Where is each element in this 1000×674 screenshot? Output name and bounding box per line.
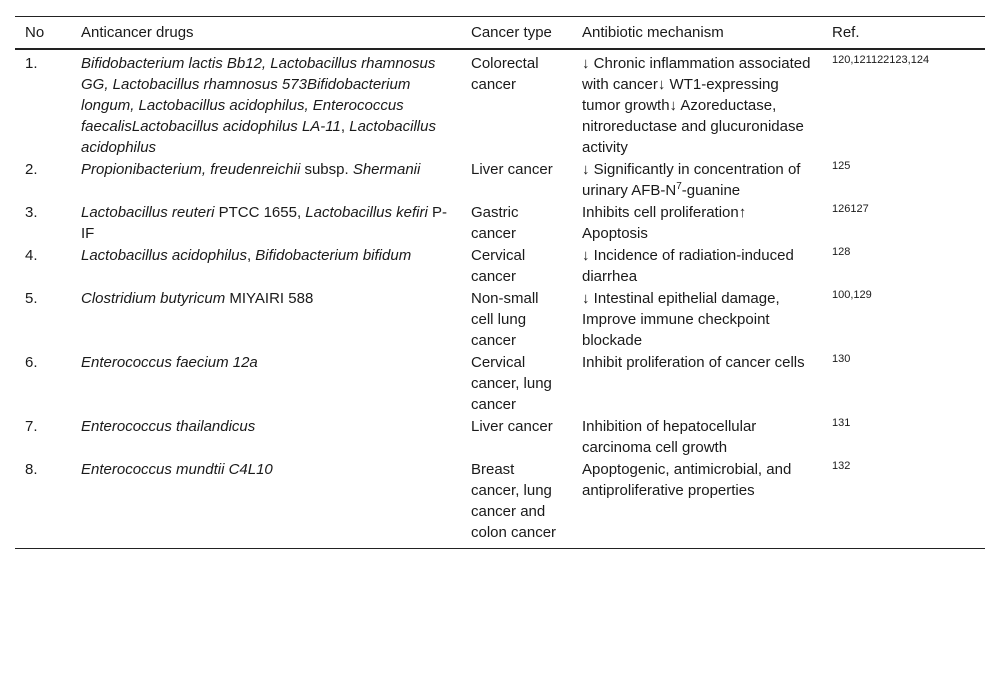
table-body (15, 49, 985, 549)
mechanism-text: Inhibits cell proliferation↑ Apoptosis (582, 204, 747, 242)
reference-cell (822, 415, 985, 458)
mechanism-cell (572, 351, 822, 415)
cancer-type-cell: Non-small cell lung cancer (471, 290, 539, 349)
anticancer-drugs-cell (71, 458, 461, 549)
row-number: 3. (25, 204, 38, 221)
reference-cell (822, 201, 985, 244)
drug-text: MIYAIRI 588 (225, 290, 314, 307)
anticancer-drugs-cell (71, 244, 461, 287)
table-row (15, 458, 985, 549)
row-number: 5. (25, 290, 38, 307)
table-row (15, 244, 985, 287)
cancer-type-cell: Cervical cancer, lung cancer (471, 354, 552, 413)
reference-numbers: 130 (832, 353, 851, 365)
drug-text: , (340, 118, 350, 135)
drug-text: subsp. (300, 161, 353, 178)
cancer-type-cell: Liver cancer (471, 161, 553, 178)
mechanism-cell (572, 158, 822, 201)
table-row (15, 287, 985, 351)
table-row (15, 351, 985, 415)
mechanism-text: Apoptogenic, antimicrobial, and antiproliferative properties (582, 461, 792, 499)
anticancer-drugs-cell (71, 415, 461, 458)
table-row (15, 201, 985, 244)
anticancer-drugs-cell (71, 158, 461, 201)
table-row (15, 415, 985, 458)
mechanism-cell (572, 458, 822, 549)
reference-cell (822, 458, 985, 549)
reference-cell (822, 158, 985, 201)
data-table (15, 16, 985, 549)
row-number: 1. (25, 55, 38, 72)
anticancer-drugs-cell (71, 49, 461, 158)
cancer-type-cell: Liver cancer (471, 418, 553, 435)
species-name: Lactobacillus acidophilus (81, 118, 436, 156)
header-cancer-type: Cancer type (471, 24, 552, 41)
reference-cell (822, 49, 985, 158)
cancer-type-cell: Gastric cancer (471, 204, 519, 242)
mechanism-cell (572, 287, 822, 351)
species-name: Clostridium butyricum (81, 290, 226, 307)
species-name: Enterococcus faecium 12a (81, 354, 258, 371)
anticancer-drugs-cell (71, 287, 461, 351)
anticancer-drugs-cell (71, 351, 461, 415)
drug-text: P-IF (81, 204, 448, 242)
reference-numbers: 126127 (832, 203, 869, 215)
reference-cell (822, 244, 985, 287)
mechanism-cell (572, 415, 822, 458)
reference-numbers: 132 (832, 460, 851, 472)
row-number: 4. (25, 247, 38, 264)
mechanism-cell (572, 49, 822, 158)
header-no: No (25, 24, 45, 41)
cancer-type-cell: Breast cancer, lung cancer and colon cancer (471, 461, 557, 541)
mechanism-text: Inhibition of hepatocellular carcinoma cell growth (582, 418, 757, 456)
species-name: Enterococcus mundtii C4L10 (81, 461, 273, 478)
header-ref: Ref. (832, 24, 860, 41)
mechanism-text: ↓ Incidence of radiation-induced diarrhea (582, 247, 794, 285)
table-row (15, 49, 985, 158)
row-number: 8. (25, 461, 38, 478)
drug-text: , (246, 247, 256, 264)
reference-numbers: 120,121122123,124 (832, 54, 930, 66)
reference-numbers: 128 (832, 246, 851, 258)
mechanism-cell (572, 244, 822, 287)
mechanism-text: ↓ Intestinal epithelial damage, Improve immune checkpoint blockade (582, 290, 780, 349)
reference-cell (822, 287, 985, 351)
species-name: Lactobacillus acidophilus (81, 247, 247, 264)
species-name: Enterococcus thailandicus (81, 418, 256, 435)
species-name: Lactobacillus kefiri (305, 204, 428, 221)
row-number: 6. (25, 354, 38, 371)
superscript: 7 (676, 181, 682, 192)
mechanism-text: Inhibit proliferation of cancer cells (582, 354, 805, 371)
mechanism-cell (572, 201, 822, 244)
reference-numbers: 125 (832, 160, 851, 172)
reference-cell (822, 351, 985, 415)
species-name: Bifidobacterium bifidum (255, 247, 412, 264)
table-row (15, 158, 985, 201)
drug-text: PTCC 1655, (214, 204, 306, 221)
row-number: 2. (25, 161, 38, 178)
species-name: Bifidobacterium lactis Bb12, Lactobacillus rhamnosus GG, Lactobacillus rhamnosus 573Bifidobacterium longum, Lactobacillus acidophilus, Enterococcus faecalisLactobacillus acidophilus LA-11 (81, 55, 436, 135)
species-name: Propionibacterium, freudenreichii (81, 161, 301, 178)
species-name: Lactobacillus reuteri (81, 204, 215, 221)
reference-numbers: 131 (832, 417, 851, 429)
table-header (15, 17, 985, 50)
mechanism-text: ↓ Significantly in concentration of urinary AFB-N (582, 161, 801, 199)
header-drugs: Anticancer drugs (81, 24, 194, 41)
species-name: Shermanii (352, 161, 421, 178)
cancer-type-cell: Colorectal cancer (471, 55, 539, 93)
anticancer-drugs-cell (71, 201, 461, 244)
mechanism-text: ↓ Chronic inflammation associated with cancer↓ WT1-expressing tumor growth↓ Azoreductase, nitroreductase and glucuronidase activity (582, 55, 811, 156)
header-row (15, 17, 985, 50)
row-number: 7. (25, 418, 38, 435)
cancer-type-cell: Cervical cancer (471, 247, 526, 285)
header-mechanism: Antibiotic mechanism (582, 24, 724, 41)
mechanism-text: -guanine (681, 182, 741, 199)
reference-numbers: 100,129 (832, 289, 872, 301)
